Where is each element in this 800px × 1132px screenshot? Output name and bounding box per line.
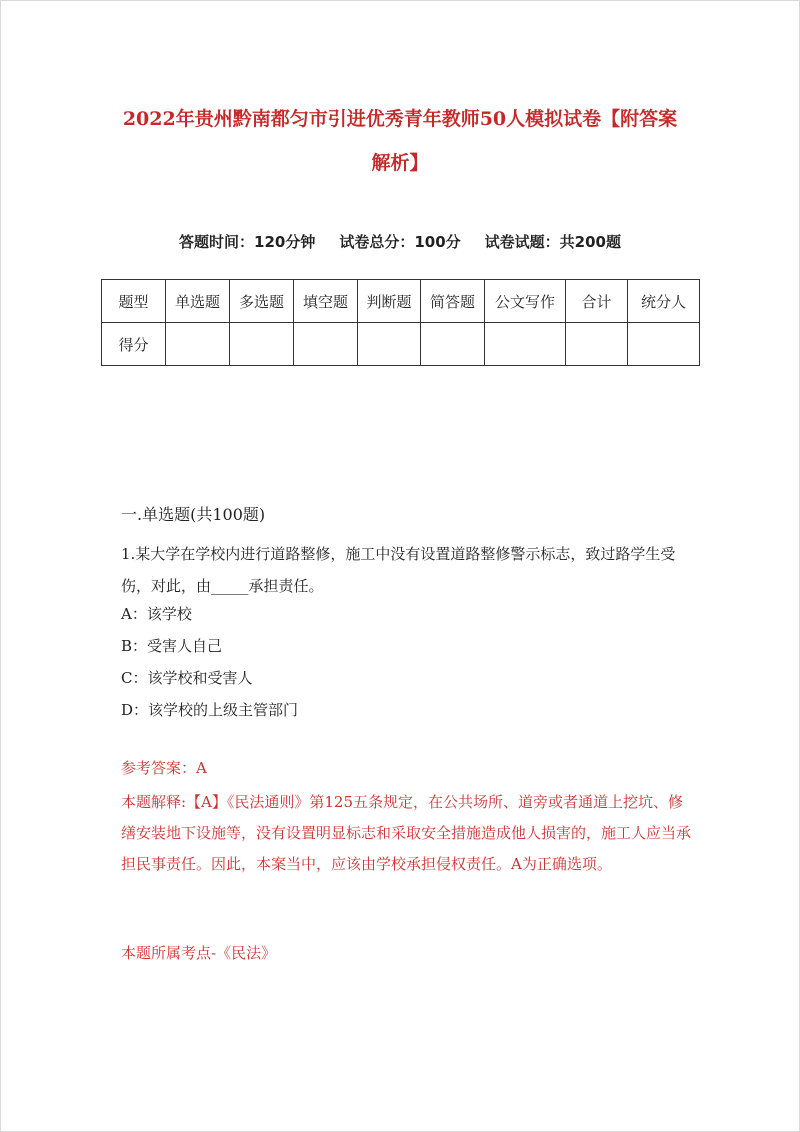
score-table-header-cell: 公文写作 [485, 280, 566, 323]
exam-time: 答题时间：120分钟 [179, 233, 316, 251]
score-cell [294, 323, 358, 366]
score-cell [358, 323, 421, 366]
score-cell [628, 323, 700, 366]
score-row-label: 得分 [102, 323, 166, 366]
score-table-header-cell: 统分人 [628, 280, 700, 323]
score-cell [566, 323, 628, 366]
score-table-header-cell: 简答题 [421, 280, 485, 323]
score-cell [421, 323, 485, 366]
score-table-header-cell: 题型 [102, 280, 166, 323]
score-table-header-cell: 单选题 [166, 280, 230, 323]
option-c: C：该学校和受害人 [121, 669, 253, 687]
option-list [121, 598, 691, 726]
score-cell [166, 323, 230, 366]
score-table-header-cell: 多选题 [230, 280, 294, 323]
answer-analysis: 本题解释:【A】《民法通则》第125五条规定，在公共场所、道旁或者通道上挖坑、修缮安装地下设施等，没有设置明显标志和采取安全措施造成他人损害的，施工人应当承担民事责任。因此，本案当中，应该由学校承担侵权责任。A为正确选项。 [121, 793, 692, 873]
exam-total-score: 试卷总分：100分 [339, 233, 461, 251]
reference-answer: 参考答案：A [121, 759, 207, 777]
score-table-score-row [102, 323, 700, 366]
option-b: B：受害人自己 [121, 637, 223, 655]
score-table-header-cell: 填空题 [294, 280, 358, 323]
exam-title-continued: 解析】 [371, 152, 429, 174]
question-text: 1.某大学在学校内进行道路整修，施工中没有设置道路整修警示标志，致过路学生受伤，对此，由_____承担责任。 [121, 545, 676, 595]
option-d: D：该学校的上级主管部门 [121, 701, 299, 719]
score-table [101, 279, 700, 366]
score-cell [485, 323, 566, 366]
question-topic: 本题所属考点-《民法》 [121, 944, 277, 962]
exam-meta [0, 231, 800, 252]
score-table-header-cell: 判断题 [358, 280, 421, 323]
exam-title: 2022年贵州黔南都匀市引进优秀青年教师50人模拟试卷【附答案 [122, 108, 678, 130]
exam-total-questions: 试卷试题：共200题 [484, 233, 621, 251]
score-table-header-row [102, 280, 700, 323]
section-heading: 一.单选题(共100题) [121, 505, 266, 524]
option-a: A：该学校 [121, 605, 192, 623]
score-cell [230, 323, 294, 366]
score-table-header-cell: 合计 [566, 280, 628, 323]
